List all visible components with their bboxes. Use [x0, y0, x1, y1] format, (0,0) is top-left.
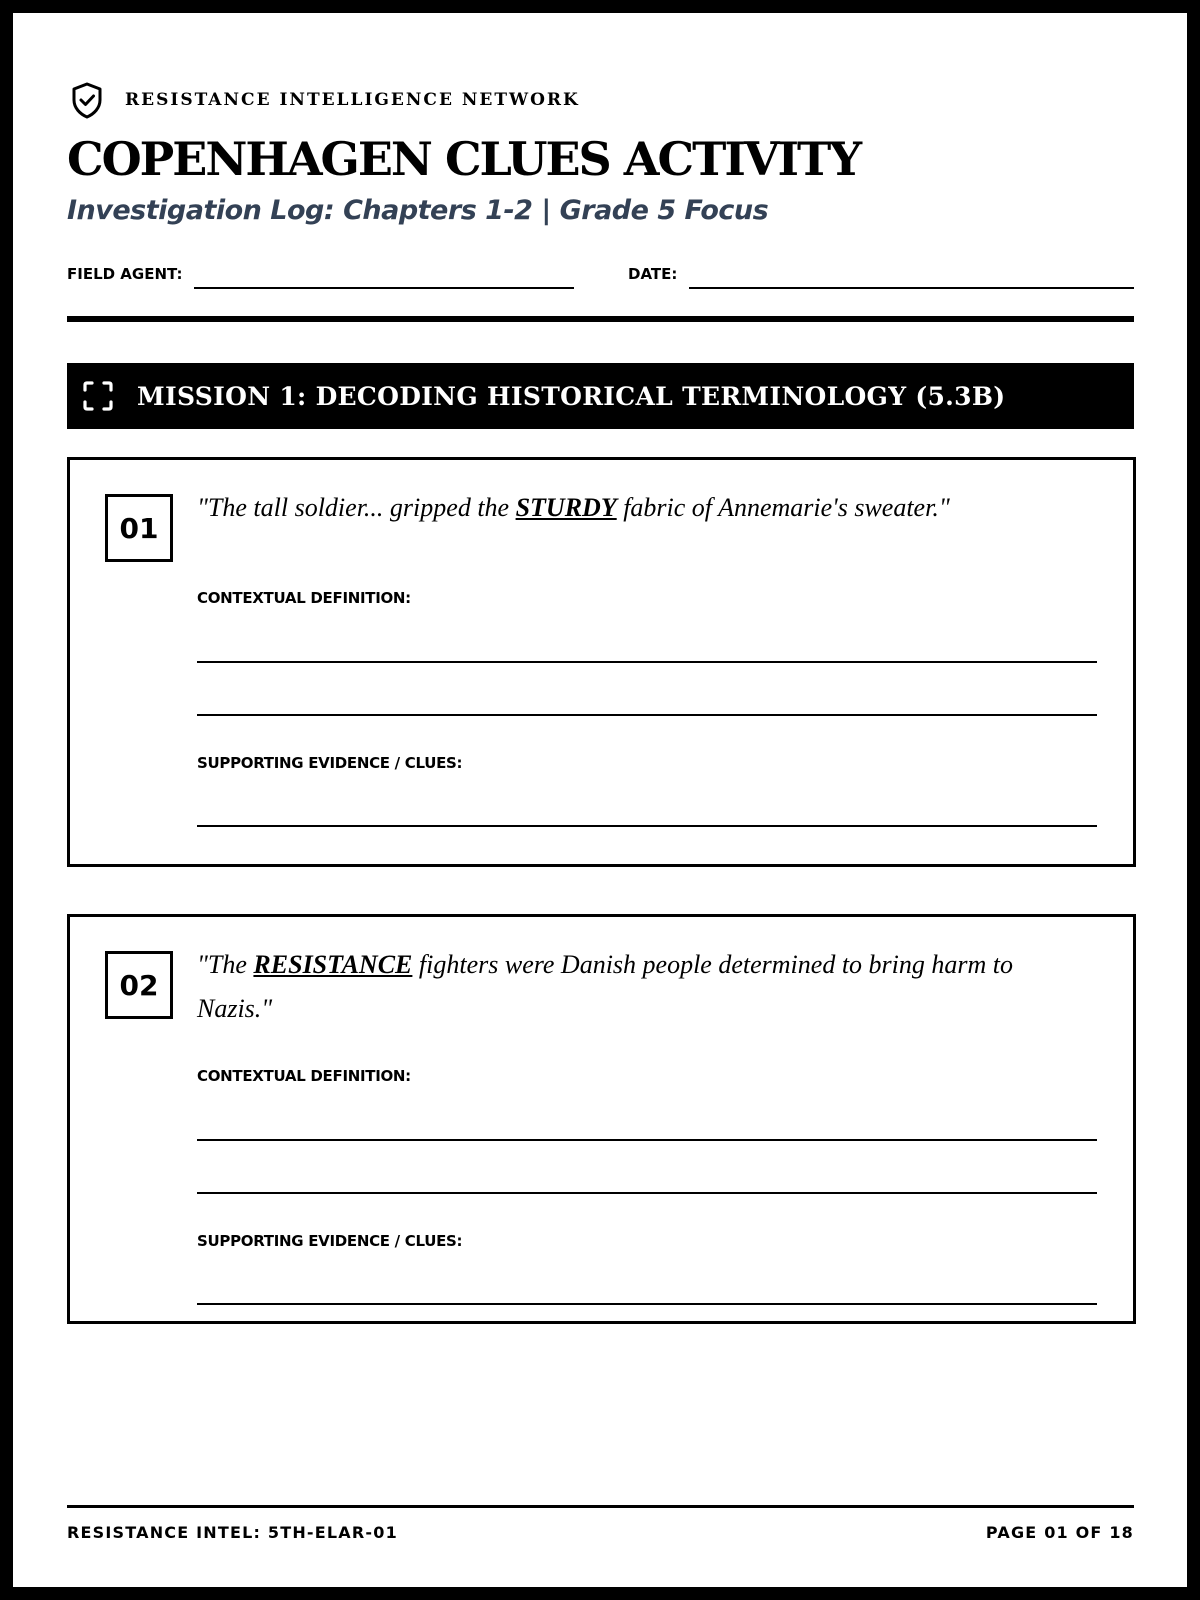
evidence-label: SUPPORTING EVIDENCE / CLUES: — [197, 754, 463, 772]
org-name: RESISTANCE INTELLIGENCE NETWORK — [125, 90, 580, 110]
footer — [67, 1523, 1134, 1547]
quote-text — [197, 486, 1077, 530]
quote-before: "The tall soldier... gripped the — [197, 493, 516, 522]
definition-answer-line-1[interactable] — [197, 1139, 1097, 1141]
date-input-line[interactable] — [689, 287, 1134, 289]
mission-title: MISSION 1: DECODING HISTORICAL TERMINOLOGY (5.3B) — [137, 381, 1006, 411]
page-number: PAGE 01 OF 18 — [985, 1523, 1134, 1542]
keyword: RESISTANCE — [253, 950, 413, 979]
definition-label: CONTEXTUAL DEFINITION: — [197, 589, 411, 607]
footer-code: RESISTANCE INTEL: 5TH-ELAR-01 — [67, 1523, 398, 1542]
definition-answer-line-1[interactable] — [197, 661, 1097, 663]
keyword: STURDY — [515, 493, 617, 522]
quote-after: fabric of Annemarie's sweater." — [616, 493, 950, 522]
scan-focus-icon — [81, 379, 115, 413]
evidence-label: SUPPORTING EVIDENCE / CLUES: — [197, 1232, 463, 1250]
quote-text — [197, 943, 1077, 1031]
field-agent-input-line[interactable] — [194, 287, 574, 289]
worksheet-page — [13, 13, 1187, 1587]
vocab-card-02 — [67, 914, 1136, 1324]
shield-check-icon — [67, 80, 107, 120]
mission-banner — [67, 363, 1134, 429]
item-number: 01 — [105, 494, 173, 562]
page-subtitle: Investigation Log: Chapters 1-2 | Grade 5 Focus — [67, 195, 769, 226]
definition-answer-line-2[interactable] — [197, 1192, 1097, 1194]
page-title: COPENHAGEN CLUES ACTIVITY — [67, 132, 861, 186]
header-divider — [67, 316, 1134, 322]
evidence-answer-line[interactable] — [197, 1303, 1097, 1305]
evidence-answer-line[interactable] — [197, 825, 1097, 827]
quote-after: fighters were Danish people determined to bring harm to Nazis." — [197, 950, 1013, 1023]
footer-divider — [67, 1505, 1134, 1508]
vocab-card-01 — [67, 457, 1136, 867]
definition-answer-line-2[interactable] — [197, 714, 1097, 716]
field-agent-label: FIELD AGENT: — [67, 265, 183, 283]
definition-label: CONTEXTUAL DEFINITION: — [197, 1067, 411, 1085]
agent-info-fields — [67, 261, 1134, 291]
item-number: 02 — [105, 951, 173, 1019]
date-label: DATE: — [628, 265, 678, 283]
quote-before: "The — [197, 950, 254, 979]
org-header — [67, 80, 1134, 120]
